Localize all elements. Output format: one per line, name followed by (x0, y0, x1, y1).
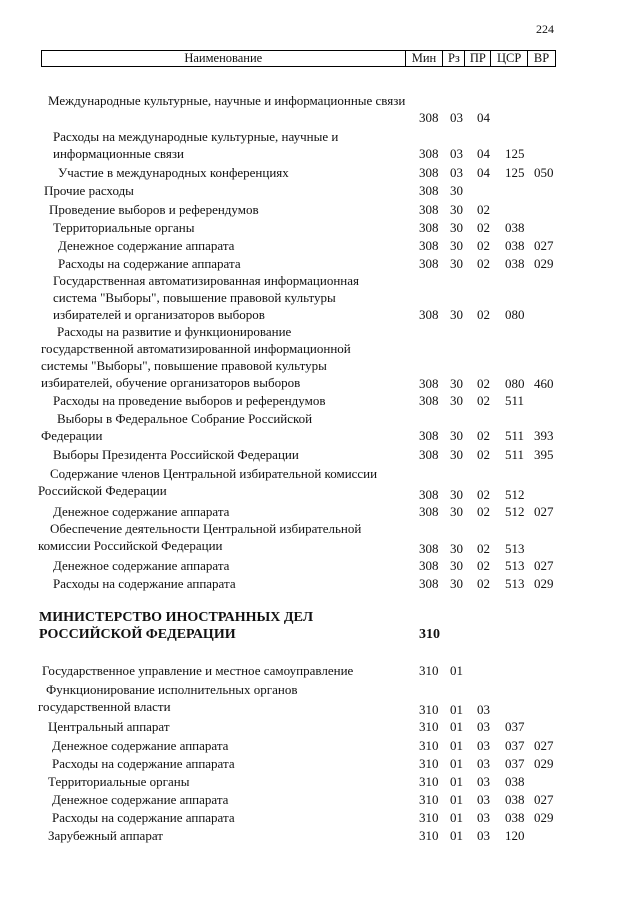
table-row (0, 503, 640, 520)
cell-vr: 029 (534, 256, 554, 271)
cell-vr: 027 (534, 738, 554, 753)
cell-rz: 03 (450, 165, 463, 180)
cell-rz: 30 (450, 576, 463, 591)
header-name: Наименование (184, 51, 263, 65)
cell-pr: 03 (477, 702, 490, 717)
page-number: 224 (536, 22, 554, 36)
cell-vr: 395 (534, 447, 554, 462)
table-row (0, 465, 640, 502)
cell-csr: 513 (505, 558, 525, 573)
row-name: Денежное содержание аппарата (58, 238, 235, 253)
row-name: Денежное содержание аппарата (52, 792, 229, 807)
cell-csr: 038 (505, 256, 525, 271)
cell-rz: 01 (450, 828, 463, 843)
cell-vr: 393 (534, 428, 554, 443)
cell-min: 308 (419, 504, 439, 519)
table-row (0, 201, 640, 218)
row-name: Функционирование исполнительных органов государственной власти (38, 682, 298, 714)
cell-min: 308 (419, 376, 439, 391)
table-row (0, 755, 640, 772)
row-name: Денежное содержание аппарата (52, 738, 229, 753)
cell-rz: 01 (450, 738, 463, 753)
table-row (0, 827, 640, 844)
cell-rz: 30 (450, 487, 463, 502)
cell-csr: 511 (505, 428, 525, 443)
row-name: Расходы на содержание аппарата (53, 576, 236, 591)
cell-pr: 03 (477, 756, 490, 771)
cell-csr: 038 (505, 810, 525, 825)
cell-pr: 02 (477, 376, 490, 391)
header-csr: ЦСР (490, 51, 527, 66)
cell-min: 310 (419, 738, 439, 753)
cell-rz: 03 (450, 146, 463, 161)
cell-csr: 511 (505, 447, 525, 462)
table-row (0, 92, 640, 126)
table-row (0, 557, 640, 574)
cell-csr: 037 (505, 719, 525, 734)
cell-pr: 02 (477, 541, 490, 556)
row-name: Центральный аппарат (48, 719, 170, 734)
cell-csr: 125 (505, 165, 525, 180)
cell-min: 308 (419, 256, 439, 271)
cell-min: 308 (419, 110, 439, 125)
table-row (0, 681, 640, 715)
cell-min: 310 (419, 828, 439, 843)
cell-pr: 03 (477, 792, 490, 807)
cell-rz: 01 (450, 663, 463, 678)
cell-pr: 02 (477, 307, 490, 322)
table-row (0, 737, 640, 754)
table-row (0, 392, 640, 409)
table-header (41, 50, 556, 67)
cell-min: 308 (419, 487, 439, 502)
cell-min: 310 (419, 792, 439, 807)
cell-min: 308 (419, 146, 439, 161)
table-row (0, 410, 640, 444)
row-name: Проведение выборов и референдумов (49, 202, 259, 217)
cell-min: 308 (419, 183, 439, 198)
cell-rz: 30 (450, 220, 463, 235)
row-name: Обеспечение деятельности Центральной избирательной комиссии Российской Федерации (38, 521, 362, 553)
cell-min: 308 (419, 428, 439, 443)
cell-csr: 513 (505, 576, 525, 591)
cell-pr: 03 (477, 719, 490, 734)
cell-pr: 02 (477, 558, 490, 573)
row-name: Международные культурные, научные и информационные связи (48, 93, 406, 108)
cell-vr: 460 (534, 376, 554, 391)
row-name: Территориальные органы (48, 774, 190, 789)
table-row (0, 773, 640, 790)
cell-min: 308 (419, 576, 439, 591)
cell-pr: 04 (477, 146, 490, 161)
cell-csr: 511 (505, 393, 525, 408)
row-name: Участие в международных конференциях (58, 165, 289, 180)
row-name: Денежное содержание аппарата (53, 558, 230, 573)
cell-pr: 02 (477, 202, 490, 217)
row-name: Выборы Президента Российской Федерации (53, 447, 299, 462)
ministry-code: 310 (419, 627, 440, 642)
cell-csr: 038 (505, 220, 525, 235)
cell-min: 308 (419, 238, 439, 253)
cell-pr: 03 (477, 738, 490, 753)
table-row (0, 662, 640, 679)
cell-rz: 30 (450, 376, 463, 391)
header-vr: ВР (527, 51, 555, 66)
row-name: Государственное управление и местное самоуправление (42, 663, 354, 678)
cell-vr: 029 (534, 756, 554, 771)
cell-rz: 30 (450, 183, 463, 198)
cell-rz: 01 (450, 719, 463, 734)
cell-min: 308 (419, 558, 439, 573)
cell-csr: 125 (505, 146, 525, 161)
cell-csr: 512 (505, 487, 525, 502)
table-row (0, 237, 640, 254)
cell-pr: 02 (477, 428, 490, 443)
row-name: Расходы на содержание аппарата (58, 256, 241, 271)
table-row (0, 520, 640, 554)
table-row (0, 219, 640, 236)
cell-pr: 02 (477, 447, 490, 462)
table-row (0, 164, 640, 181)
cell-pr: 03 (477, 774, 490, 789)
ministry-title: МИНИСТЕРСТВО ИНОСТРАННЫХ ДЕЛ РОССИЙСКОЙ ФЕДЕРАЦИИ (39, 610, 314, 642)
cell-pr: 02 (477, 576, 490, 591)
row-name: Расходы на содержание аппарата (52, 756, 235, 771)
cell-rz: 01 (450, 702, 463, 717)
cell-min: 310 (419, 756, 439, 771)
cell-min: 308 (419, 541, 439, 556)
cell-pr: 02 (477, 256, 490, 271)
cell-csr: 080 (505, 307, 525, 322)
cell-min: 308 (419, 393, 439, 408)
cell-min: 310 (419, 810, 439, 825)
cell-csr: 080 (505, 376, 525, 391)
cell-vr: 027 (534, 558, 554, 573)
cell-rz: 30 (450, 307, 463, 322)
cell-rz: 30 (450, 558, 463, 573)
row-name: Расходы на проведение выборов и референдумов (53, 393, 326, 408)
cell-csr: 037 (505, 756, 525, 771)
cell-rz: 03 (450, 110, 463, 125)
cell-pr: 04 (477, 165, 490, 180)
row-name: Зарубежный аппарат (48, 828, 163, 843)
row-name: Расходы на содержание аппарата (52, 810, 235, 825)
cell-pr: 02 (477, 220, 490, 235)
cell-min: 308 (419, 202, 439, 217)
cell-min: 310 (419, 702, 439, 717)
table-row (0, 323, 640, 391)
cell-rz: 30 (450, 393, 463, 408)
cell-rz: 30 (450, 504, 463, 519)
cell-pr: 03 (477, 828, 490, 843)
cell-rz: 30 (450, 428, 463, 443)
row-name: Денежное содержание аппарата (53, 504, 230, 519)
table-row (0, 128, 640, 162)
table-row (0, 809, 640, 826)
cell-min: 308 (419, 307, 439, 322)
row-name: Содержание членов Центральной избирательной комиссии Российской Федерации (38, 466, 378, 498)
cell-min: 310 (419, 663, 439, 678)
cell-rz: 01 (450, 792, 463, 807)
cell-pr: 03 (477, 810, 490, 825)
table-row (0, 446, 640, 463)
header-pr: ПР (464, 51, 490, 66)
cell-rz: 30 (450, 238, 463, 253)
cell-csr: 037 (505, 738, 525, 753)
cell-min: 310 (419, 719, 439, 734)
cell-csr: 038 (505, 774, 525, 789)
cell-rz: 30 (450, 256, 463, 271)
table-row (0, 718, 640, 735)
cell-min: 308 (419, 220, 439, 235)
cell-csr: 038 (505, 238, 525, 253)
cell-vr: 027 (534, 238, 554, 253)
cell-csr: 513 (505, 541, 525, 556)
cell-rz: 30 (450, 541, 463, 556)
cell-csr: 120 (505, 828, 525, 843)
row-name: Расходы на развитие и функционирование государственной автоматизированной информационной системы "Выборы", повышение правовой культуры избирателей, обучение организаторов выборов (41, 324, 351, 390)
cell-rz: 30 (450, 202, 463, 217)
cell-pr: 02 (477, 393, 490, 408)
row-name: Расходы на международные культурные, научные и информационные связи (53, 129, 339, 161)
cell-vr: 029 (534, 810, 554, 825)
cell-pr: 02 (477, 504, 490, 519)
cell-pr: 02 (477, 487, 490, 502)
header-min: Мин (405, 51, 443, 66)
row-name: Выборы в Федеральное Собрание Российской Федерации (41, 411, 313, 443)
cell-csr: 512 (505, 504, 525, 519)
cell-rz: 01 (450, 756, 463, 771)
cell-vr: 027 (534, 504, 554, 519)
row-name: Государственная автоматизированная информационная система "Выборы", повышение правовой культуры избирателей и организаторов выборов (53, 273, 359, 322)
cell-vr: 050 (534, 165, 554, 180)
cell-min: 308 (419, 165, 439, 180)
cell-min: 310 (419, 774, 439, 789)
cell-rz: 01 (450, 774, 463, 789)
table-row (0, 791, 640, 808)
cell-pr: 02 (477, 238, 490, 253)
cell-vr: 027 (534, 792, 554, 807)
table-row (0, 182, 640, 199)
table-row (0, 272, 640, 323)
row-name: Территориальные органы (53, 220, 195, 235)
cell-min: 308 (419, 447, 439, 462)
header-rz: Рз (442, 51, 464, 66)
cell-vr: 029 (534, 576, 554, 591)
table-row (0, 575, 640, 592)
table-row (0, 255, 640, 272)
cell-rz: 30 (450, 447, 463, 462)
cell-pr: 04 (477, 110, 490, 125)
row-name: Прочие расходы (44, 183, 134, 198)
cell-rz: 01 (450, 810, 463, 825)
cell-csr: 038 (505, 792, 525, 807)
